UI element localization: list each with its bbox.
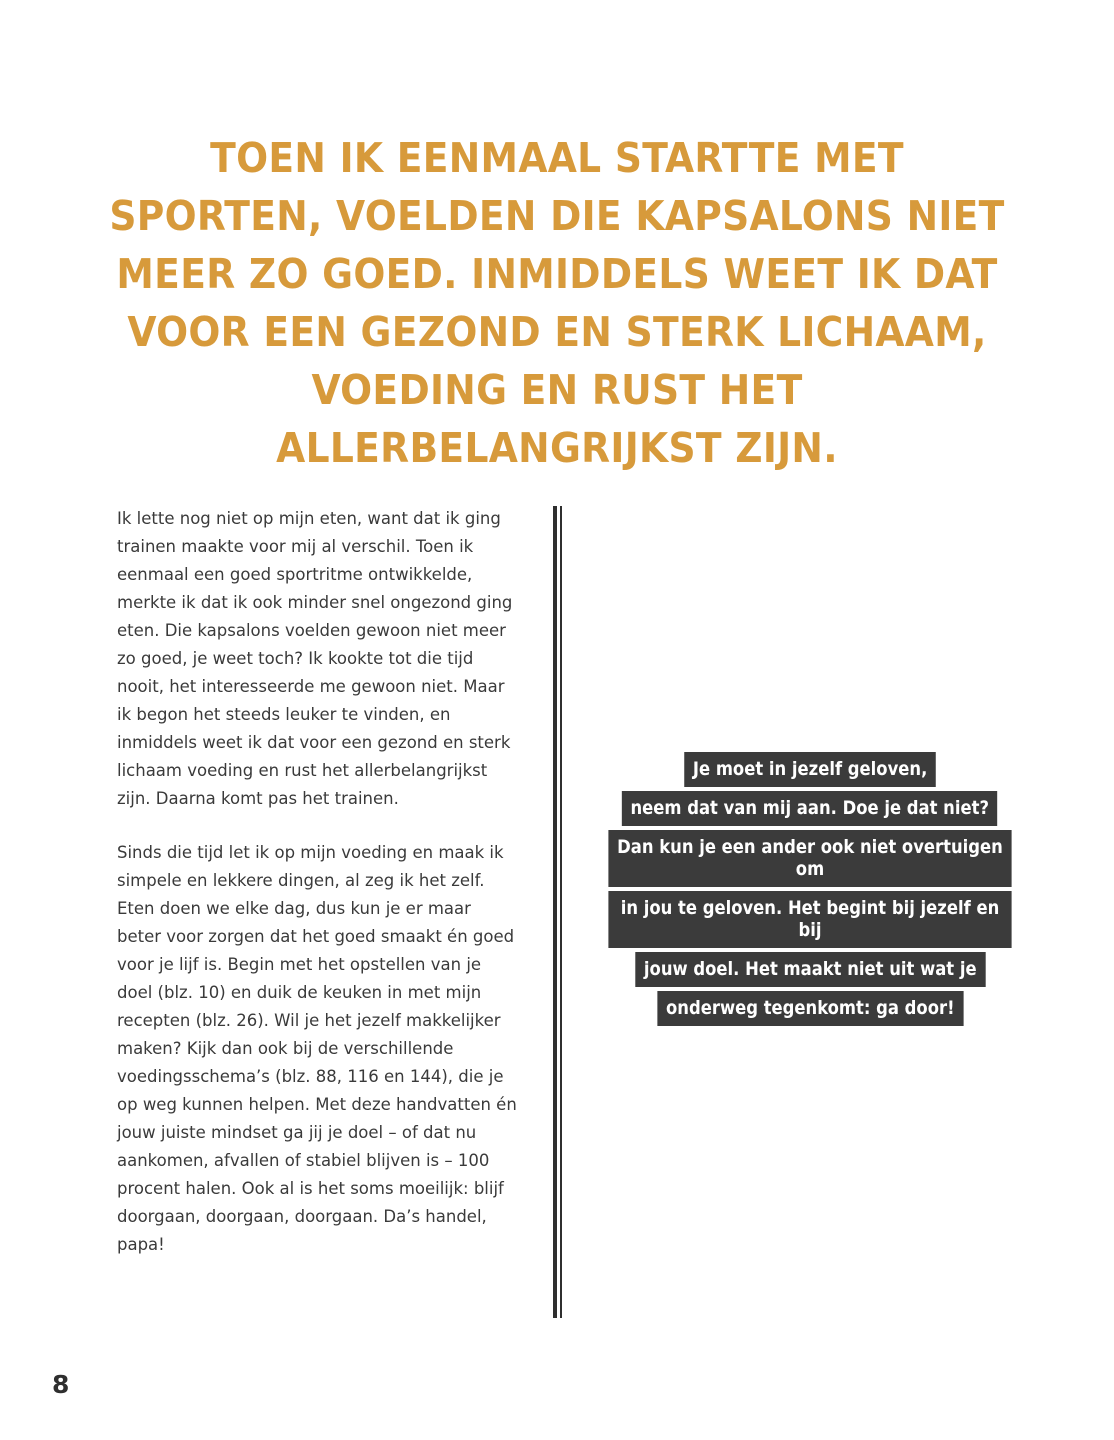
pull-quote-line: Dan kun je een ander ook niet overtuigen om: [608, 830, 1011, 887]
vertical-divider: [553, 506, 562, 1318]
pull-quote: [600, 752, 1020, 1030]
page-headline: TOEN IK EENMAAL STARTTE MET SPORTEN, VOELDEN DIE KAPSALONS NIET MEER ZO GOED. INMIDDELS WEET IK DAT VOOR EEN GEZOND EN STERK LICHAAM, VOEDING EN RUST HET ALLERBELANGRIJKST ZIJN.: [109, 134, 1005, 473]
pull-quote-line: neem dat van mij aan. Doe je dat niet?: [622, 791, 998, 826]
divider-rule-thin: [560, 506, 562, 1318]
pull-quote-line: jouw doel. Het maakt niet uit wat je: [635, 952, 985, 987]
pull-quote-line: Je moet in jezelf geloven,: [684, 752, 936, 787]
body-text-column: [117, 505, 517, 1259]
pull-quote-line: in jou te geloven. Het begint bij jezelf en bij: [608, 891, 1011, 948]
page-number: 8: [52, 1370, 70, 1399]
divider-rule-thick: [553, 506, 557, 1318]
pull-quote-line: onderweg tegenkomt: ga door!: [657, 991, 963, 1026]
body-paragraph-1: Ik lette nog niet op mijn eten, want dat ik ging trainen maakte voor mij al verschil. Toen ik eenmaal een goed sportritme ontwikkelde, merkte ik dat ik ook minder snel ongezond ging eten. Die kapsalons voelden gewoon niet meer zo goed, je weet toch? Ik kookte tot die tijd nooit, het interesseerde me gewoon niet. Maar ik begon het steeds leuker te vinden, en inmiddels weet ik dat voor een gezond en sterk lichaam voeding en rust het allerbelangrijkst zijn. Daarna komt pas het trainen.: [117, 509, 513, 808]
body-paragraph-2: Sinds die tijd let ik op mijn voeding en maak ik simpele en lekkere dingen, al zeg ik het zelf. Eten doen we elke dag, dus kun je er maar beter voor zorgen dat het goed smaakt én goed voor je lijf is. Begin met het opstellen van je doel (blz. 10) en duik de keuken in met mijn recepten (blz. 26). Wil je het jezelf makkelijker maken? Kijk dan ook bij de verschillende voedingsschema’s (blz. 88, 116 en 144), die je op weg kunnen helpen. Met deze handvatten én jouw juiste mindset ga jij je doel – of dat nu aankomen, afvallen of stabiel blijven is – 100 procent halen. Ook al is het soms moeilijk: blijf doorgaan, doorgaan, doorgaan. Da’s handel, papa!: [117, 843, 517, 1254]
